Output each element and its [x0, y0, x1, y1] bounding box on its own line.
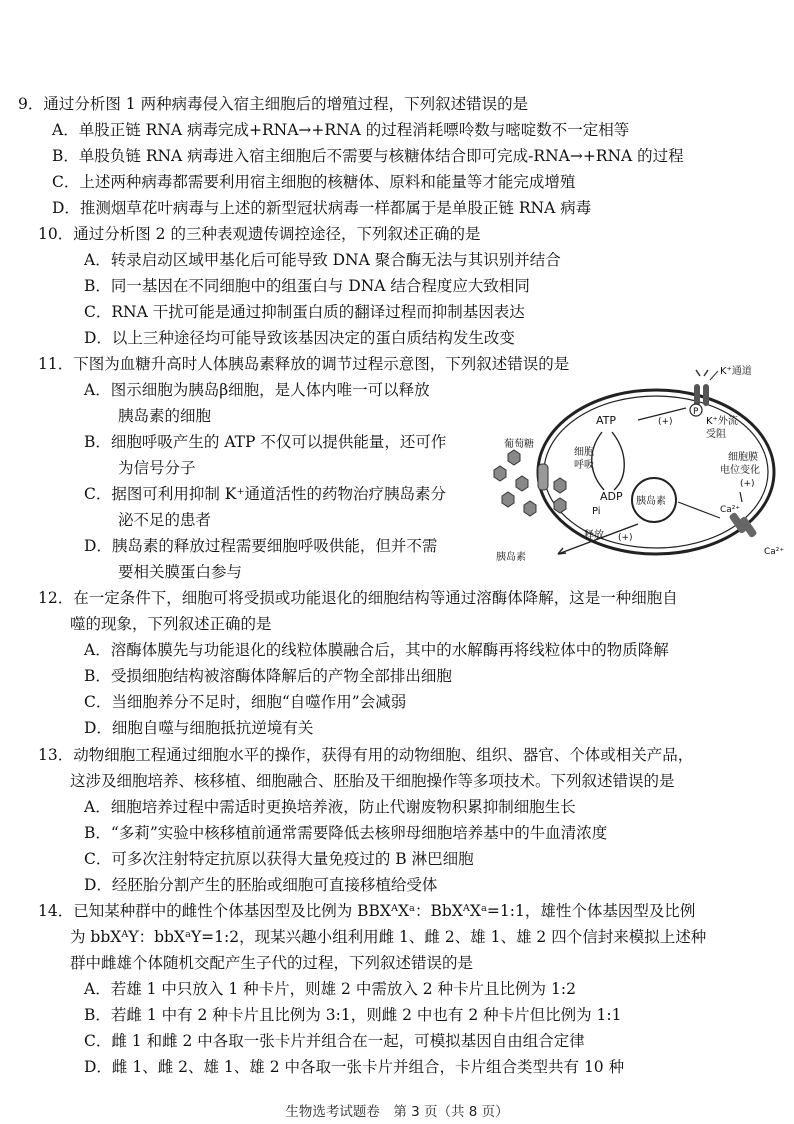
- question-12-option-c: C．当细胞养分不足时，细胞“自噬作用”会减弱: [84, 693, 407, 711]
- insulin-inner-label: 胰岛素: [636, 496, 666, 507]
- question-11-option-b-cont: 为信号分子: [118, 459, 196, 477]
- question-12-option-a: A．溶酶体膜先与功能退化的线粒体膜融合后，其中的水解酶再将线粒体中的物质降解: [84, 641, 669, 659]
- question-13-option-c: C．可多次注射特定抗原以获得大量免疫过的 B 淋巴细胞: [84, 850, 474, 868]
- respiration-label-2: 呼吸: [574, 460, 594, 471]
- plus-label-3: (+): [618, 533, 633, 543]
- glucose-transporter-icon: [538, 464, 548, 490]
- inner-glucose-icon: [554, 478, 566, 493]
- question-13-option-a: A．细胞培养过程中需适时更换培养液，防止代谢废物积累抑制细胞生长: [84, 798, 576, 816]
- release-label: 释放: [584, 530, 604, 541]
- question-13-option-d: D．经胚胎分割产生的胚胎或细胞可直接移植给受体: [84, 876, 438, 894]
- question-14-option-d: D．雌 1、雌 2、雄 1、雄 2 中各取一张卡片并组合，卡片组合类型共有 10 种: [84, 1058, 625, 1076]
- question-12-stem-2: 噬的现象，下列叙述正确的是: [70, 615, 272, 633]
- question-11-option-c-cont: 泌不足的患者: [118, 511, 212, 529]
- question-14-stem-1: 14．已知某种群中的雌性个体基因型及比例为 BBXᴬXᵃ：BbXᴬXᵃ=1:1，雄性个体基因型及比例: [38, 902, 696, 920]
- question-10-option-d: D．以上三种途径均可能导致该基因决定的蛋白质结构发生改变: [84, 329, 515, 347]
- pi-label: Pi: [592, 506, 601, 517]
- question-10-option-c: C．RNA 干扰可能是通过抑制蛋白质的翻译过程而抑制基因表达: [84, 303, 525, 321]
- page-footer: 生物选考试题卷 第 3 页（共 8 页）: [285, 1104, 509, 1120]
- k-channel-icon: [694, 370, 709, 406]
- question-11-stem: 11．下图为血糖升高时人体胰岛素释放的调节过程示意图，下列叙述错误的是: [38, 355, 570, 373]
- question-11-option-c: C．据图可利用抑制 K⁺通道活性的药物治疗胰岛素分: [84, 485, 447, 503]
- membrane-label-1: 细胞膜: [728, 452, 758, 463]
- question-11-option-a: A．图示细胞为胰岛β细胞，是人体内唯一可以释放: [84, 381, 430, 399]
- question-9-option-c: C．上述两种病毒都需要利用宿主细胞的核糖体、原料和能量等才能完成增殖: [52, 173, 576, 191]
- plus-label-1: (+): [658, 417, 673, 427]
- question-11-option-b: B．细胞呼吸产生的 ATP 不仅可以提供能量，还可作: [84, 433, 447, 451]
- plus-label-2: (+): [740, 479, 755, 489]
- question-10-stem: 10．通过分析图 2 的三种表观遗传调控途径，下列叙述正确的是: [38, 225, 481, 243]
- question-13-option-b: B．“多莉”实验中核移植前通常需要降低去核卵母细胞培养基中的牛血清浓度: [84, 824, 608, 842]
- question-12-stem-1: 12．在一定条件下，细胞可将受损或功能退化的细胞结构等通过溶酶体降解，这是一种细胞自: [38, 589, 678, 607]
- glucose-molecules: [494, 450, 536, 516]
- k-channel-label: K⁺通道: [720, 366, 752, 377]
- question-12-option-d: D．细胞自噬与细胞抵抗逆境有关: [84, 719, 314, 737]
- inner-glucose-icon-2: [554, 498, 566, 513]
- question-13-stem-2: 这涉及细胞培养、核移植、细胞融合、胚胎及干细胞操作等多项技术。下列叙述错误的是: [70, 772, 675, 790]
- question-14-stem-3: 群中雌雄个体随机交配产生子代的过程，下列叙述错误的是: [70, 954, 474, 972]
- question-9-option-b: B．单股负链 RNA 病毒进入宿主细胞后不需要与核糖体结合即可完成-RNA→+RNA 的过程: [52, 147, 684, 165]
- question-14-option-c: C．雌 1 和雌 2 中各取一张卡片并组合在一起，可模拟基因自由组合定律: [84, 1032, 585, 1050]
- question-10-option-a: A．转录启动区域甲基化后可能导致 DNA 聚合酶无法与其识别并结合: [84, 251, 561, 269]
- question-9-stem: 9．通过分析图 1 两种病毒侵入宿主细胞后的增殖过程，下列叙述错误的是: [18, 95, 529, 113]
- k-out-label-1: K⁺外流: [706, 416, 738, 427]
- atp-label: ATP: [596, 414, 617, 427]
- question-14-stem-2: 为 bbXᴬY：bbXᵃY=1:2，现某兴趣小组利用雌 1、雌 2、雄 1、雄 2 四个信封来模拟上述种: [70, 928, 707, 946]
- calcium-to-vesicle-arrow: [678, 502, 720, 518]
- question-12-option-b: B．受损细胞结构被溶酶体降解后的产物全部排出细胞: [84, 667, 452, 685]
- respiration-label-1: 细胞: [574, 447, 594, 458]
- phosphate-label: P: [693, 407, 699, 417]
- question-14-option-b: B．若雌 1 中有 2 种卡片且比例为 3:1，则雌 2 中也有 2 种卡片但比例为 1:1: [84, 1006, 622, 1024]
- membrane-label-2: 电位变化: [720, 465, 760, 476]
- insulin-release-diagram: [488, 362, 788, 562]
- adp-label: ADP: [600, 490, 623, 503]
- question-14-option-a: A．若雄 1 中只放入 1 种卡片，则雄 2 中需放入 2 种卡片且比例为 1:2: [84, 980, 576, 998]
- insulin-out-label: 胰岛素: [496, 552, 526, 562]
- calcium-inside-label: Ca²⁺: [720, 505, 741, 515]
- question-9-option-d: D．推测烟草花叶病毒与上述的新型冠状病毒一样都属于是单股正链 RNA 病毒: [52, 199, 592, 217]
- calcium-outside-label: Ca²⁺: [764, 547, 785, 557]
- question-11-option-a-cont: 胰岛素的细胞: [118, 407, 212, 425]
- question-13-stem-1: 13．动物细胞工程通过细胞水平的操作，获得有用的动物细胞、组织、器官、个体或相关产品，: [38, 746, 694, 764]
- question-10-option-b: B．同一基因在不同细胞中的组蛋白与 DNA 结合程度应大致相同: [84, 277, 530, 295]
- atp-to-adp-arrow: [612, 432, 624, 490]
- question-11-option-d: D．胰岛素的释放过程需要细胞呼吸供能，但并不需: [84, 537, 438, 555]
- question-9-option-a: A．单股正链 RNA 病毒完成+RNA→+RNA 的过程消耗嘌呤数与嘧啶数不一定相等: [52, 121, 630, 139]
- glucose-label: 葡萄糖: [504, 439, 534, 450]
- question-11-option-d-cont: 要相关膜蛋白参与: [118, 563, 243, 581]
- k-out-label-2: 受阻: [706, 429, 726, 440]
